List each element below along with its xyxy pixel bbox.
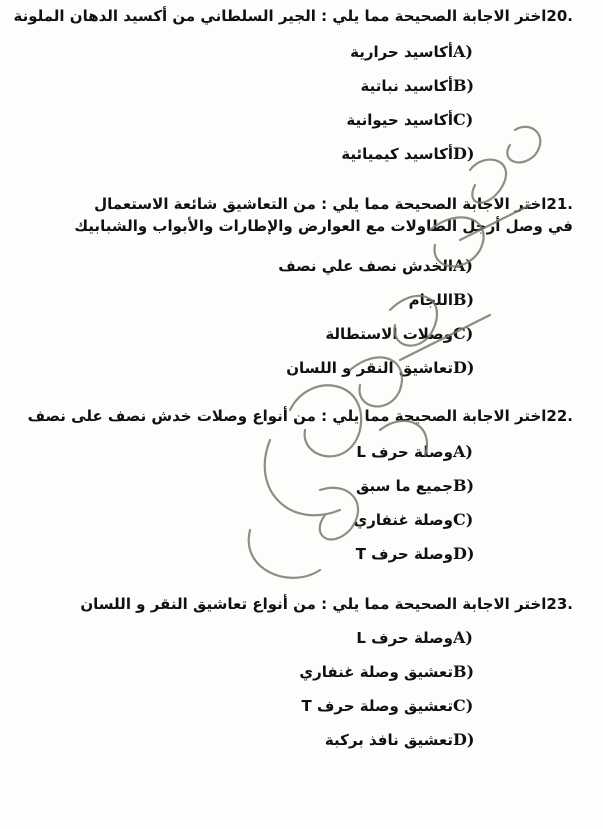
question-20-title: .20اختر الاجابة الصحيحة مما يلي : الجير السلطاني من أكسيد الدهان الملونة xyxy=(13,7,573,25)
question-22-title: .22اختر الاجابة الصحيحة مما يلي : من أنواع وصلات خدش نصف على نصف xyxy=(27,407,573,425)
question-21-title-line2: في وصل أرجل الطاولات مع العوارض والإطارات والأبواب والشبابيك xyxy=(74,217,573,235)
question-23-title: .23اختر الاجابة الصحيحة مما يلي : من أنواع تعاشيق النقر و اللسان xyxy=(80,595,573,613)
question-21-title: .21اختر الاجابة الصحيحة مما يلي : من التعاشيق شائعة الاستعمال xyxy=(94,195,573,213)
exam-page: .20اختر الاجابة الصحيحة مما يلي : الجير السلطاني من أكسيد الدهان الملونة A) أكاسيد حرارية B) أكاسيد نباتية C) أكاسيد حيوانية D) أكاسيد كيميائية .21اختر الاجابة الصحيحة مما يلي : من التعاشيق شائعة الاستعمال في وصل أرجل الطاولات مع العوارض والإطارات والأبواب والشبابيك A) الخدش نصف علي نصف B) اللجام C) وصلات الاستطالة D) تعاشيق النقر و اللسان .22اختر الاجابة الصحيحة مما يلي : من أنواع وصلات خدش نصف على نصف A) وصلة حرف L B) جميع ما سبق C) وصلة غنفاري D) وصلة حرف T .23اختر الاجابة الصحيحة مما يلي : من أنواع تعاشيق النقر و اللسان A) وصلة حرف L B) تعشيق وصلة غنفاري C) تعشيق وصلة حرف T D) تعشيق نافذ بركبة xyxy=(13,7,573,749)
